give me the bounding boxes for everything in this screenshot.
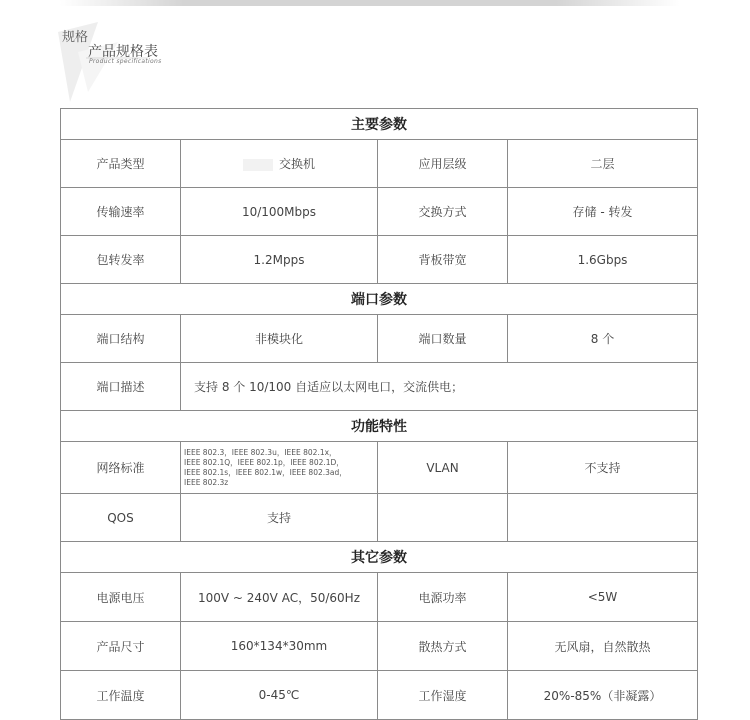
header-title-en: Product specifications	[89, 58, 162, 65]
cooling-label: 散热方式	[378, 622, 508, 671]
table-row	[61, 671, 698, 720]
product-type-label: 产品类型	[61, 140, 181, 188]
table-row	[61, 494, 698, 542]
rate-label: 传输速率	[61, 188, 181, 236]
table-row	[61, 188, 698, 236]
standard-line: IEEE 802.1s，IEEE 802.1w，IEEE 802.3ad，	[184, 467, 347, 477]
app-layer-value: 二层	[508, 140, 698, 188]
temp-value: 0-45℃	[181, 671, 378, 720]
table-row	[61, 442, 698, 494]
vlan-label: VLAN	[378, 442, 508, 494]
qos-label: QOS	[61, 494, 181, 542]
table-row	[61, 363, 698, 411]
section-title-other: 其它参数	[61, 542, 698, 573]
section-row-main	[61, 109, 698, 140]
network-standard-label: 网络标准	[61, 442, 181, 494]
standard-line: IEEE 802.1Q，IEEE 802.1p，IEEE 802.1D，	[184, 457, 344, 467]
size-value: 160*134*30mm	[181, 622, 378, 671]
voltage-value: 100V ~ 240V AC，50/60Hz	[181, 573, 378, 622]
blurred-brand	[243, 159, 273, 171]
standard-line: IEEE 802.3，IEEE 802.3u，IEEE 802.1x，	[184, 447, 337, 457]
table-row	[61, 315, 698, 363]
voltage-label: 电源电压	[61, 573, 181, 622]
spec-table	[60, 108, 698, 720]
product-type-value: 交换机	[278, 157, 315, 171]
section-row-feature	[61, 411, 698, 442]
backplane-value: 1.6Gbps	[508, 236, 698, 284]
header-title-main: 产品规格表	[88, 44, 158, 60]
forward-label: 包转发率	[61, 236, 181, 284]
port-structure-label: 端口结构	[61, 315, 181, 363]
forward-value: 1.2Mpps	[181, 236, 378, 284]
humidity-value: 20%-85%（非凝露）	[508, 671, 698, 720]
empty-cell	[508, 494, 698, 542]
port-count-value: 8 个	[508, 315, 698, 363]
network-standard-value	[181, 442, 378, 494]
header-title-small: 规格	[62, 30, 89, 45]
standard-line: IEEE 802.3z	[184, 477, 229, 487]
rate-value: 10/100Mbps	[181, 188, 378, 236]
table-row	[61, 140, 698, 188]
temp-label: 工作温度	[61, 671, 181, 720]
empty-cell	[378, 494, 508, 542]
cooling-value: 无风扇，自然散热	[508, 622, 698, 671]
section-row-port	[61, 284, 698, 315]
product-type-cell	[181, 140, 378, 188]
switch-mode-value: 存储 - 转发	[508, 188, 698, 236]
power-value: <5W	[508, 573, 698, 622]
qos-value: 支持	[181, 494, 378, 542]
vlan-value: 不支持	[508, 442, 698, 494]
table-row	[61, 573, 698, 622]
table-row	[61, 236, 698, 284]
port-structure-value: 非模块化	[181, 315, 378, 363]
port-desc-label: 端口描述	[61, 363, 181, 411]
port-desc-value: 支持 8 个 10/100 自适应以太网电口，交流供电；	[181, 363, 698, 411]
section-title-main: 主要参数	[61, 109, 698, 140]
power-label: 电源功率	[378, 573, 508, 622]
port-count-label: 端口数量	[378, 315, 508, 363]
app-layer-label: 应用层级	[378, 140, 508, 188]
table-row	[61, 622, 698, 671]
top-divider	[60, 0, 680, 6]
section-title-feature: 功能特性	[61, 411, 698, 442]
backplane-label: 背板带宽	[378, 236, 508, 284]
section-row-other	[61, 542, 698, 573]
size-label: 产品尺寸	[61, 622, 181, 671]
switch-mode-label: 交换方式	[378, 188, 508, 236]
humidity-label: 工作湿度	[378, 671, 508, 720]
section-title-port: 端口参数	[61, 284, 698, 315]
